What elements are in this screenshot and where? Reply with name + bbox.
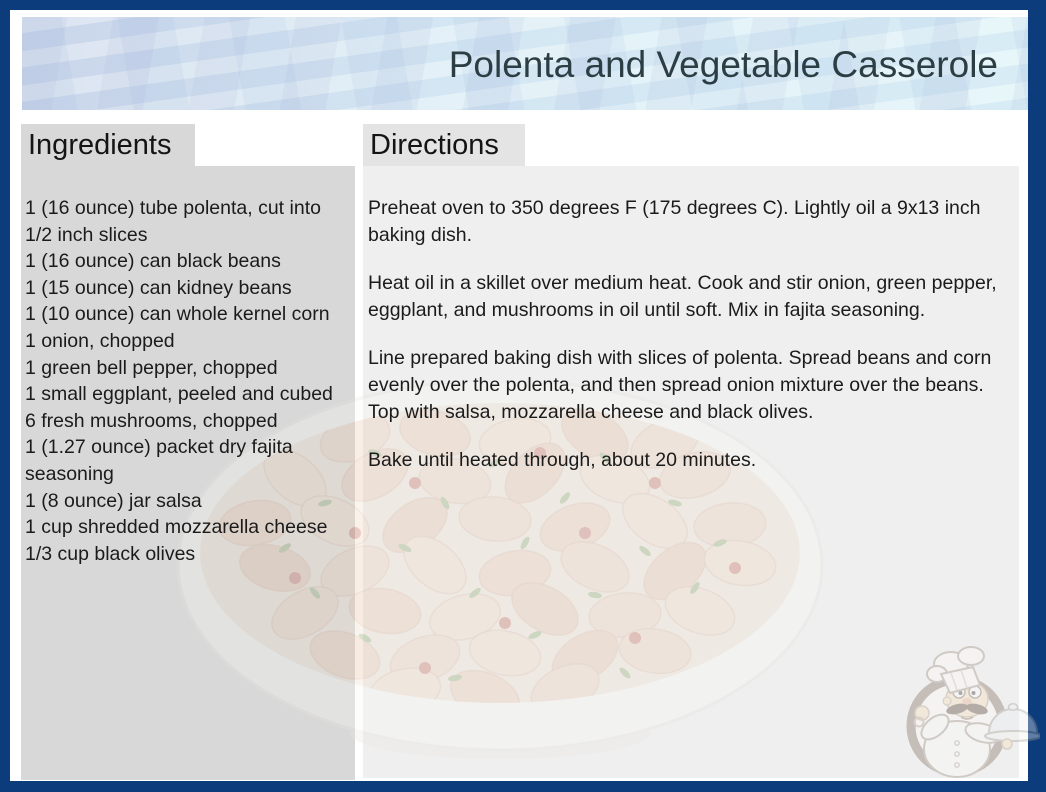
ingredient-item: 1 (16 ounce) tube polenta, cut into 1/2 inch slices xyxy=(25,197,321,246)
directions-heading: Directions xyxy=(363,124,525,166)
ingredient-item: 6 fresh mushrooms, chopped xyxy=(25,409,278,432)
ingredient-item: 1/3 cup black olives xyxy=(25,542,196,565)
ingredient-item: 1 (10 ounce) can whole kernel corn xyxy=(25,303,330,326)
frame-border-left xyxy=(0,0,10,792)
directions-panel xyxy=(363,166,1019,778)
direction-step: Preheat oven to 350 degrees F (175 degrees C). Lightly oil a 9x13 inch baking dish. xyxy=(368,197,981,246)
frame-border-bottom xyxy=(0,781,1046,792)
ingredient-item: 1 (8 ounce) jar salsa xyxy=(25,489,202,512)
ingredient-item: 1 cup shredded mozzarella cheese xyxy=(25,516,328,539)
ingredient-item: 1 (16 ounce) can black beans xyxy=(25,250,281,273)
ingredients-panel xyxy=(21,166,355,780)
direction-step: Heat oil in a skillet over medium heat. Cook and stir onion, green pepper, eggplant, and mushrooms in oil until soft. Mix in fajita seasoning. xyxy=(368,272,997,321)
direction-step: Bake until heated through, about 20 minutes. xyxy=(368,449,757,472)
header-band xyxy=(22,17,1028,110)
recipe-title: Polenta and Vegetable Casserole xyxy=(448,44,998,85)
directions-list xyxy=(368,195,1009,474)
frame-border-right xyxy=(1028,0,1046,792)
ingredient-item: 1 small eggplant, peeled and cubed xyxy=(25,383,333,406)
ingredients-heading: Ingredients xyxy=(21,124,195,166)
ingredients-list xyxy=(25,195,349,567)
ingredient-item: 1 onion, chopped xyxy=(25,329,175,352)
ingredient-item: 1 (15 ounce) can kidney beans xyxy=(25,276,292,299)
ingredient-item: 1 green bell pepper, chopped xyxy=(25,356,278,379)
direction-step: Line prepared baking dish with slices of polenta. Spread beans and corn evenly over the polenta, and then spread onion mixture over the beans. Top with salsa, mozzarella cheese and black olives. xyxy=(368,347,992,423)
ingredient-item: 1 (1.27 ounce) packet dry fajita seasoning xyxy=(25,436,293,485)
frame-border-top xyxy=(0,0,1046,10)
